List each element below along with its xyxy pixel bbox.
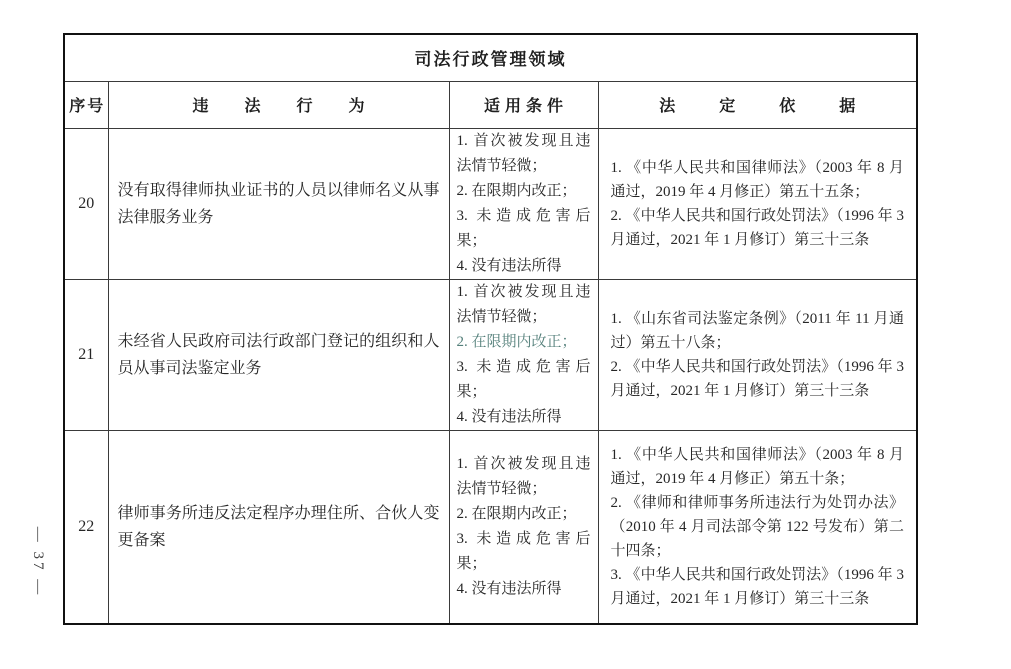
penalty-table	[63, 33, 918, 625]
condition-item: 1. 首次被发现且违法情节轻微；	[456, 455, 591, 497]
table-row-22	[64, 430, 917, 624]
row-number: 22	[64, 430, 108, 624]
column-header-no: 序号	[64, 81, 108, 128]
row-number: 20	[64, 128, 108, 279]
condition-item: 4. 没有违法所得	[456, 408, 562, 425]
table-title-row	[64, 34, 917, 81]
condition-item: 3. 未造成危害后果；	[456, 530, 591, 572]
basis-cell	[598, 430, 917, 624]
table-row-20	[64, 128, 917, 279]
table-header-row	[64, 81, 917, 128]
column-header-conditions: 适用条件	[449, 81, 598, 128]
condition-item: 4. 没有违法所得	[456, 257, 562, 274]
condition-item: 1. 首次被发现且违法情节轻微；	[456, 283, 591, 325]
basis-item: 1. 《山东省司法鉴定条例》（2011 年 11 月通过）第五十八条；	[610, 310, 904, 351]
condition-item: 1. 首次被发现且违法情节轻微；	[456, 132, 591, 174]
conditions-cell	[449, 279, 598, 430]
table-title: 司法行政管理领域	[64, 34, 917, 81]
basis-item: 2. 《律师和律师事务所违法行为处罚办法》（2010 年 4 月司法部令第 122 号发布）第二十四条；	[610, 494, 904, 559]
condition-item: 2. 在限期内改正；	[456, 505, 577, 522]
behavior-cell: 没有取得律师执业证书的人员以律师名义从事法律服务业务	[108, 128, 449, 279]
column-header-behavior: 违 法 行 为	[108, 81, 449, 128]
conditions-cell	[449, 430, 598, 624]
behavior-cell: 未经省人民政府司法行政部门登记的组织和人员从事司法鉴定业务	[108, 279, 449, 430]
column-header-basis: 法 定 依 据	[598, 81, 917, 128]
row-number: 21	[64, 279, 108, 430]
condition-item: 2. 在限期内改正；	[456, 333, 577, 350]
behavior-cell: 律师事务所违反法定程序办理住所、合伙人变更备案	[108, 430, 449, 624]
side-page-number: — 37 —	[30, 526, 47, 598]
condition-item: 4. 没有违法所得	[456, 580, 562, 597]
condition-item: 3. 未造成危害后果；	[456, 207, 591, 249]
basis-cell	[598, 279, 917, 430]
condition-item: 3. 未造成危害后果；	[456, 358, 591, 400]
condition-item: 2. 在限期内改正；	[456, 182, 577, 199]
basis-item: 1. 《中华人民共和国律师法》（2003 年 8 月通过，2019 年 4 月修正）第五十五条；	[610, 159, 904, 200]
basis-item: 1. 《中华人民共和国律师法》（2003 年 8 月通过，2019 年 4 月修正）第五十条；	[610, 446, 904, 487]
basis-item: 2. 《中华人民共和国行政处罚法》（1996 年 3 月通过，2021 年 1 月修订）第三十三条	[610, 358, 904, 399]
table-row-21	[64, 279, 917, 430]
basis-cell	[598, 128, 917, 279]
conditions-cell	[449, 128, 598, 279]
basis-item: 3. 《中华人民共和国行政处罚法》（1996 年 3 月通过，2021 年 1 月修订）第三十三条	[610, 566, 904, 607]
basis-item: 2. 《中华人民共和国行政处罚法》（1996 年 3 月通过，2021 年 1 月修订）第三十三条	[610, 207, 904, 248]
